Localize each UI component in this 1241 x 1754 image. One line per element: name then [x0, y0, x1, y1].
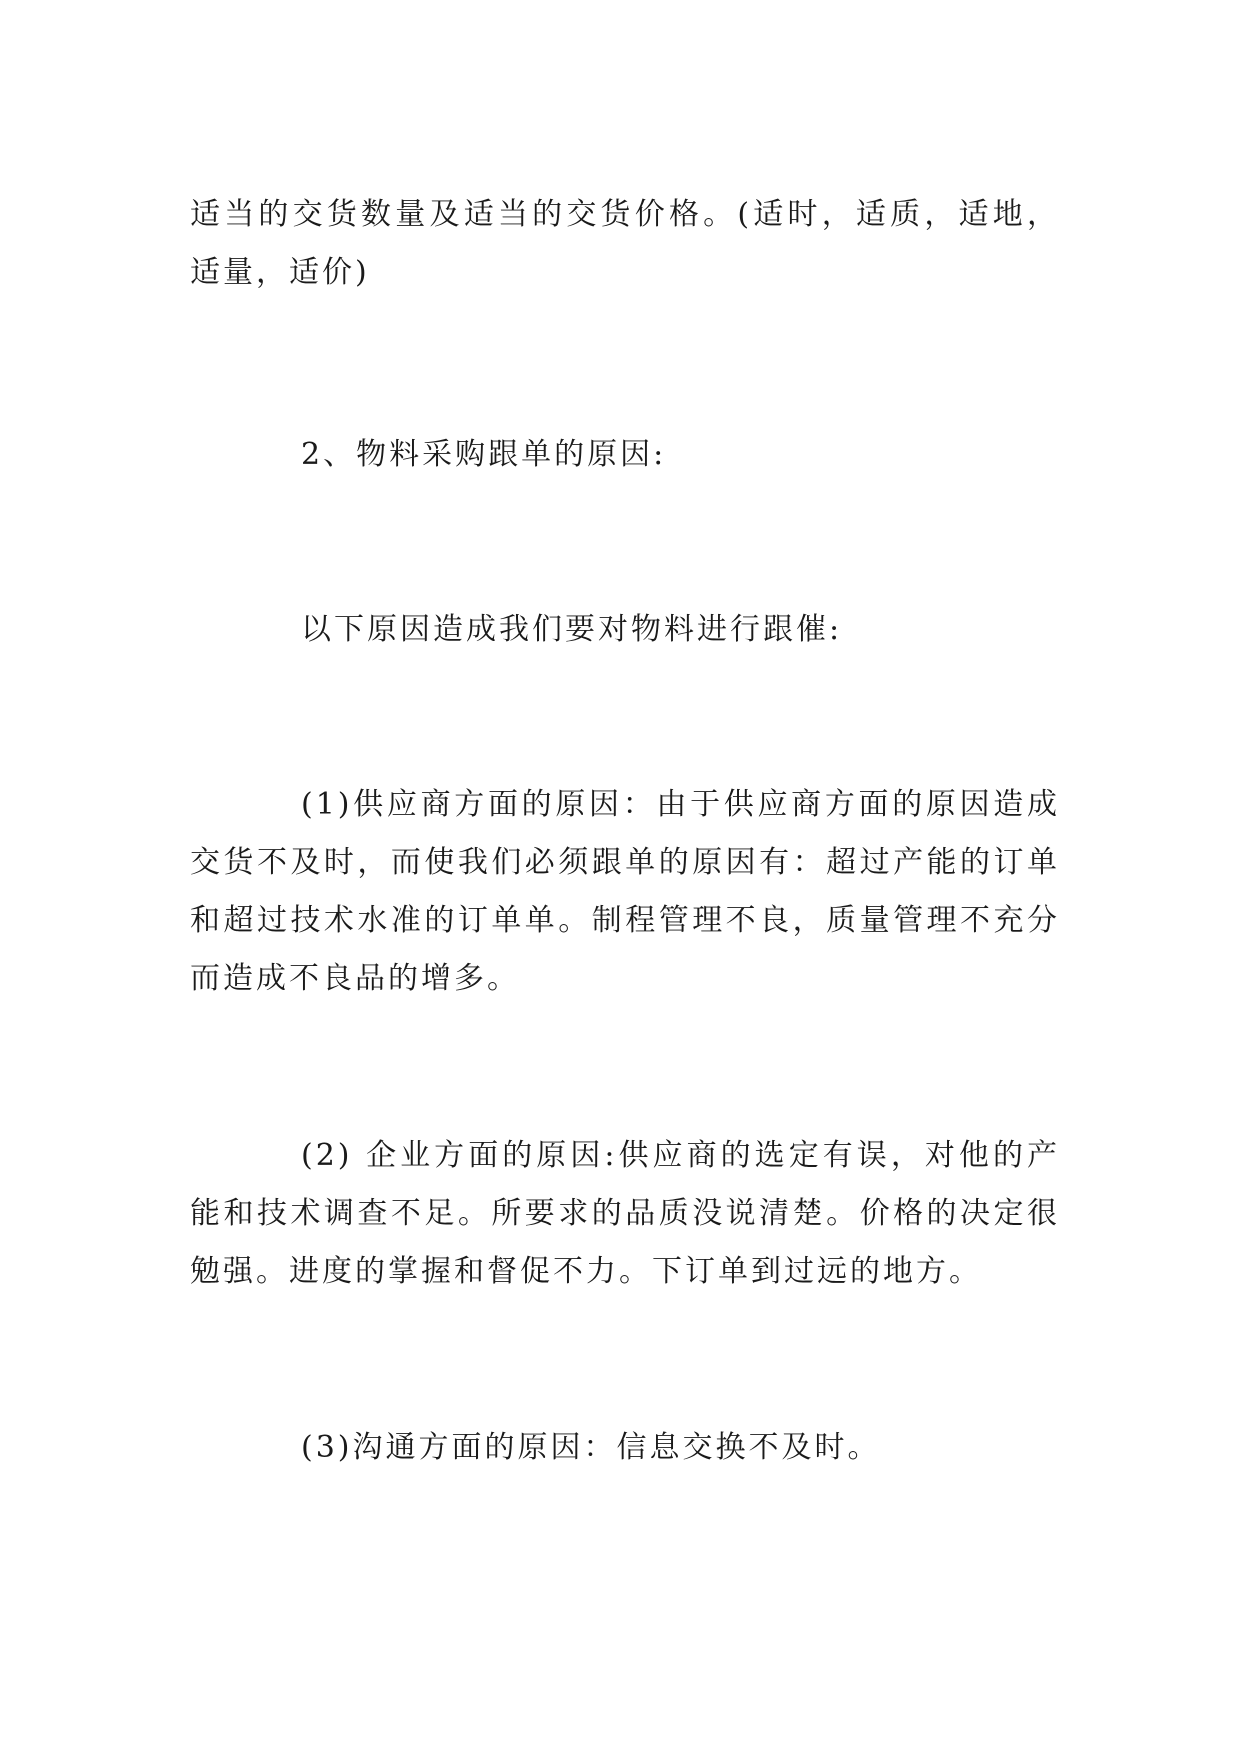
paragraph-enterprise-reasons: (2) 企业方面的原因:供应商的选定有误，对他的产能和技术调查不足。所要求的品质没说清楚。价格的决定很勉强。进度的掌握和督促不力。下订单到过远的地方。 [190, 1138, 1060, 1289]
paragraph-supplier-reasons: (1)供应商方面的原因：由于供应商方面的原因造成交货不及时，而使我们必须跟单的原因有：超过产能的订单和超过技术水准的订单单。制程管理不良，质量管理不充分而造成不良品的增多。 [190, 787, 1060, 996]
paragraph-communication-reasons: (3)沟通方面的原因：信息交换不及时。 [301, 1430, 881, 1465]
paragraph-delivery-terms: 适当的交货数量及适当的交货价格。(适时，适质，适地，适量，适价) [190, 197, 1060, 290]
section-heading-follow-up-reasons: 2、物料采购跟单的原因: [301, 437, 667, 472]
paragraph-intro-reasons: 以下原因造成我们要对物料进行跟催: [301, 612, 843, 647]
